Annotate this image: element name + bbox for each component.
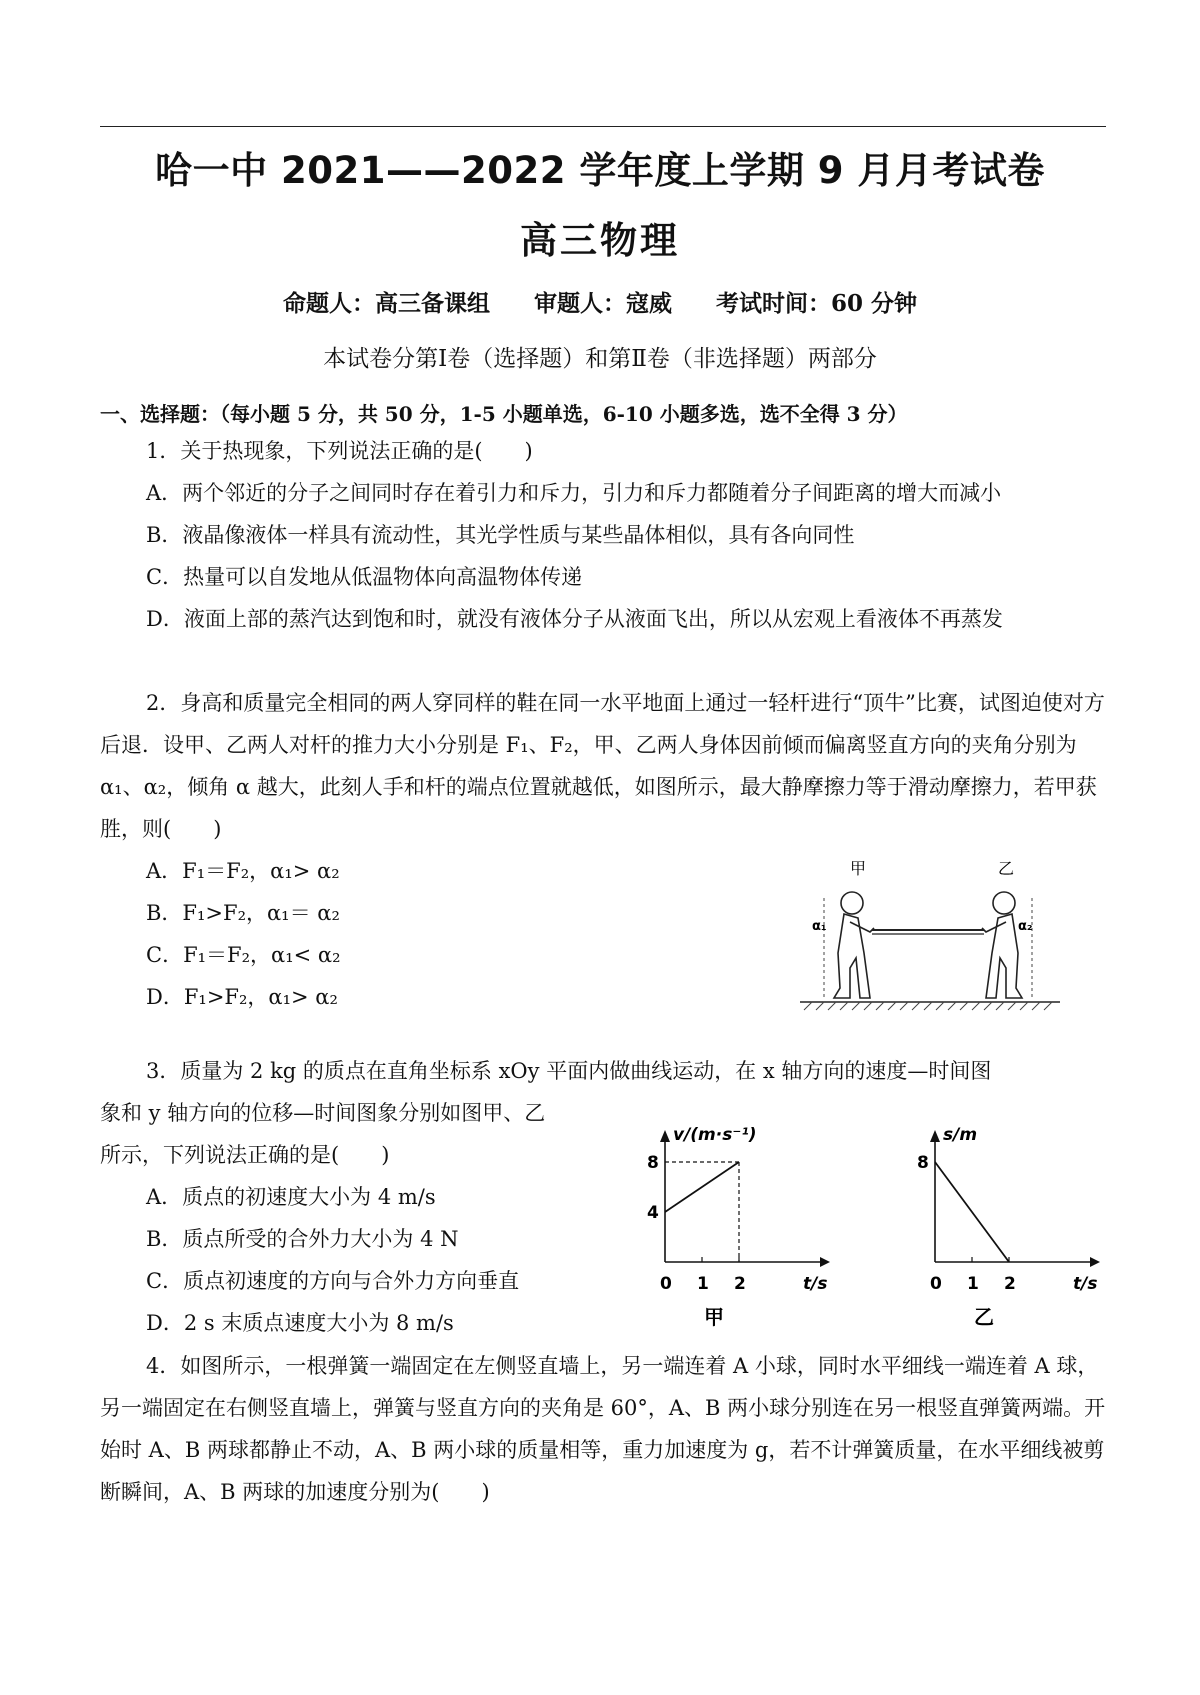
q1-option-c: C．热量可以自发地从低温物体向高温物体传递: [146, 565, 583, 589]
q3-stem-line1: 3．质量为 2 kg 的质点在直角坐标系 xOy 平面内做曲线运动，在 x 轴方向的速度—时间图: [146, 1059, 992, 1083]
question-4: [100, 1345, 1110, 1513]
reviewer: 审题人：寇威: [533, 290, 672, 317]
duration: 考试时间：60 分钟: [716, 290, 918, 317]
chart-jia-xtick-0: 0: [660, 1274, 672, 1294]
q3-stem-line2: 象和 y 轴方向的位移—时间图象分别如图甲、乙: [100, 1101, 546, 1125]
chart-yi-title: 乙: [974, 1305, 994, 1327]
q1-option-b: B．液晶像液体一样具有流动性，其光学性质与某些晶体相似，具有各向同性: [146, 523, 855, 547]
chart-yi-xtick-0: 0: [930, 1274, 942, 1294]
q3-option-d: D．2 s 末质点速度大小为 8 m/s: [146, 1311, 454, 1335]
q1-stem: 1．关于热现象，下列说法正确的是( ): [146, 439, 533, 463]
q3-option-b: B．质点所受的合外力大小为 4 N: [146, 1227, 459, 1251]
figure-label-yi: 乙: [998, 859, 1015, 878]
person-right: [982, 892, 1022, 998]
chart-yi-y-arrow: [930, 1130, 940, 1142]
chart-jia-xtick-1: 1: [697, 1274, 709, 1294]
push-stick-figure: [800, 858, 1100, 1013]
chart-jia-x-arrow: [820, 1257, 830, 1267]
chart-yi-xtick-1: 1: [967, 1274, 979, 1294]
chart-jia-y-arrow: [660, 1130, 670, 1142]
chart-jia-xtick-2: 2: [734, 1274, 746, 1294]
chart-jia-ytick-8: 8: [647, 1153, 659, 1173]
q4-stem: 4．如图所示，一根弹簧一端固定在左侧竖直墙上，另一端连着 A 小球，同时水平细线一端连着 A 球，另一端固定在右侧竖直墙上，弹簧与竖直方向的夹角是 60°，A、B 两小球分别连在另一根竖直弹簧两端。开始时 A、B 两球都静止不动，A、B 两小球的质量相等，重力加速度为 g，若不计弹簧质量，在水平细线被剪断瞬间，A、B 两球的加速度分别为( ): [100, 1354, 1106, 1504]
chart-jia: [625, 1122, 850, 1327]
person-left: [834, 892, 874, 998]
q3-option-a: A．质点的初速度大小为 4 m/s: [146, 1185, 436, 1209]
ground-hatch: [804, 1002, 1052, 1010]
chart-yi-ytick-8: 8: [917, 1153, 929, 1173]
q1-option-a: A．两个邻近的分子之间同时存在着引力和斥力，引力和斥力都随着分子间距离的增大而减小: [146, 481, 1002, 505]
q1-option-d: D．液面上部的蒸汽达到饱和时，就没有液体分子从液面飞出，所以从宏观上看液体不再蒸发: [146, 607, 1003, 631]
section-heading: 一、选择题：（每小题 5 分，共 50 分，1-5 小题单选，6-10 小题多选，选不全得 3 分）: [100, 402, 908, 426]
alpha2-label: α₂: [1018, 919, 1033, 934]
exam-intro: 本试卷分第Ⅰ卷（选择题）和第Ⅱ卷（非选择题）两部分: [323, 346, 877, 372]
chart-jia-title: 甲: [704, 1305, 724, 1327]
chart-yi-xlabel: t/s: [1073, 1274, 1098, 1294]
q2-option-b: B．F₁>F₂，α₁＝ α₂: [146, 901, 340, 925]
exam-meta: [0, 285, 1200, 318]
chart-yi-ylabel: s/m: [943, 1125, 978, 1145]
exam-title: 哈一中 2021——2022 学年度上学期 9 月月考试卷: [155, 149, 1045, 192]
chart-yi: [895, 1122, 1120, 1327]
exam-subject: 高三物理: [520, 219, 680, 262]
chart-jia-series-line: [665, 1162, 739, 1212]
figure-label-jia: 甲: [850, 859, 867, 878]
alpha1-label: α₁: [812, 919, 827, 934]
chart-yi-series-line: [935, 1162, 1009, 1262]
q3-stem-line3: 所示，下列说法正确的是( ): [100, 1143, 390, 1167]
question-1: [100, 430, 1110, 640]
chart-yi-x-arrow: [1090, 1257, 1100, 1267]
header-rule: [100, 126, 1106, 127]
q3-option-c: C．质点初速度的方向与合外力方向垂直: [146, 1269, 520, 1293]
chart-jia-ylabel: v/(m·s⁻¹): [673, 1125, 757, 1145]
q2-option-a: A．F₁＝F₂，α₁> α₂: [146, 859, 340, 883]
chart-jia-ytick-4: 4: [647, 1203, 659, 1223]
q2-stem: 2．身高和质量完全相同的两人穿同样的鞋在同一水平地面上通过一轻杆进行“顶牛”比赛，试图迫使对方后退．设甲、乙两人对杆的推力大小分别是 F₁、F₂，甲、乙两人身体因前倾而偏离竖直方向的夹角分别为 α₁、α₂，倾角 α 越大，此刻人手和杆的端点位置就越低，如图所示，最大静摩擦力等于滑动摩擦力，若甲获胜，则( ): [100, 691, 1105, 841]
chart-jia-xlabel: t/s: [803, 1274, 828, 1294]
chart-yi-xtick-2: 2: [1004, 1274, 1016, 1294]
q2-option-c: C．F₁＝F₂，α₁< α₂: [146, 943, 341, 967]
author: 命题人：高三备课组: [282, 290, 490, 317]
q2-option-d: D．F₁>F₂，α₁> α₂: [146, 985, 338, 1009]
